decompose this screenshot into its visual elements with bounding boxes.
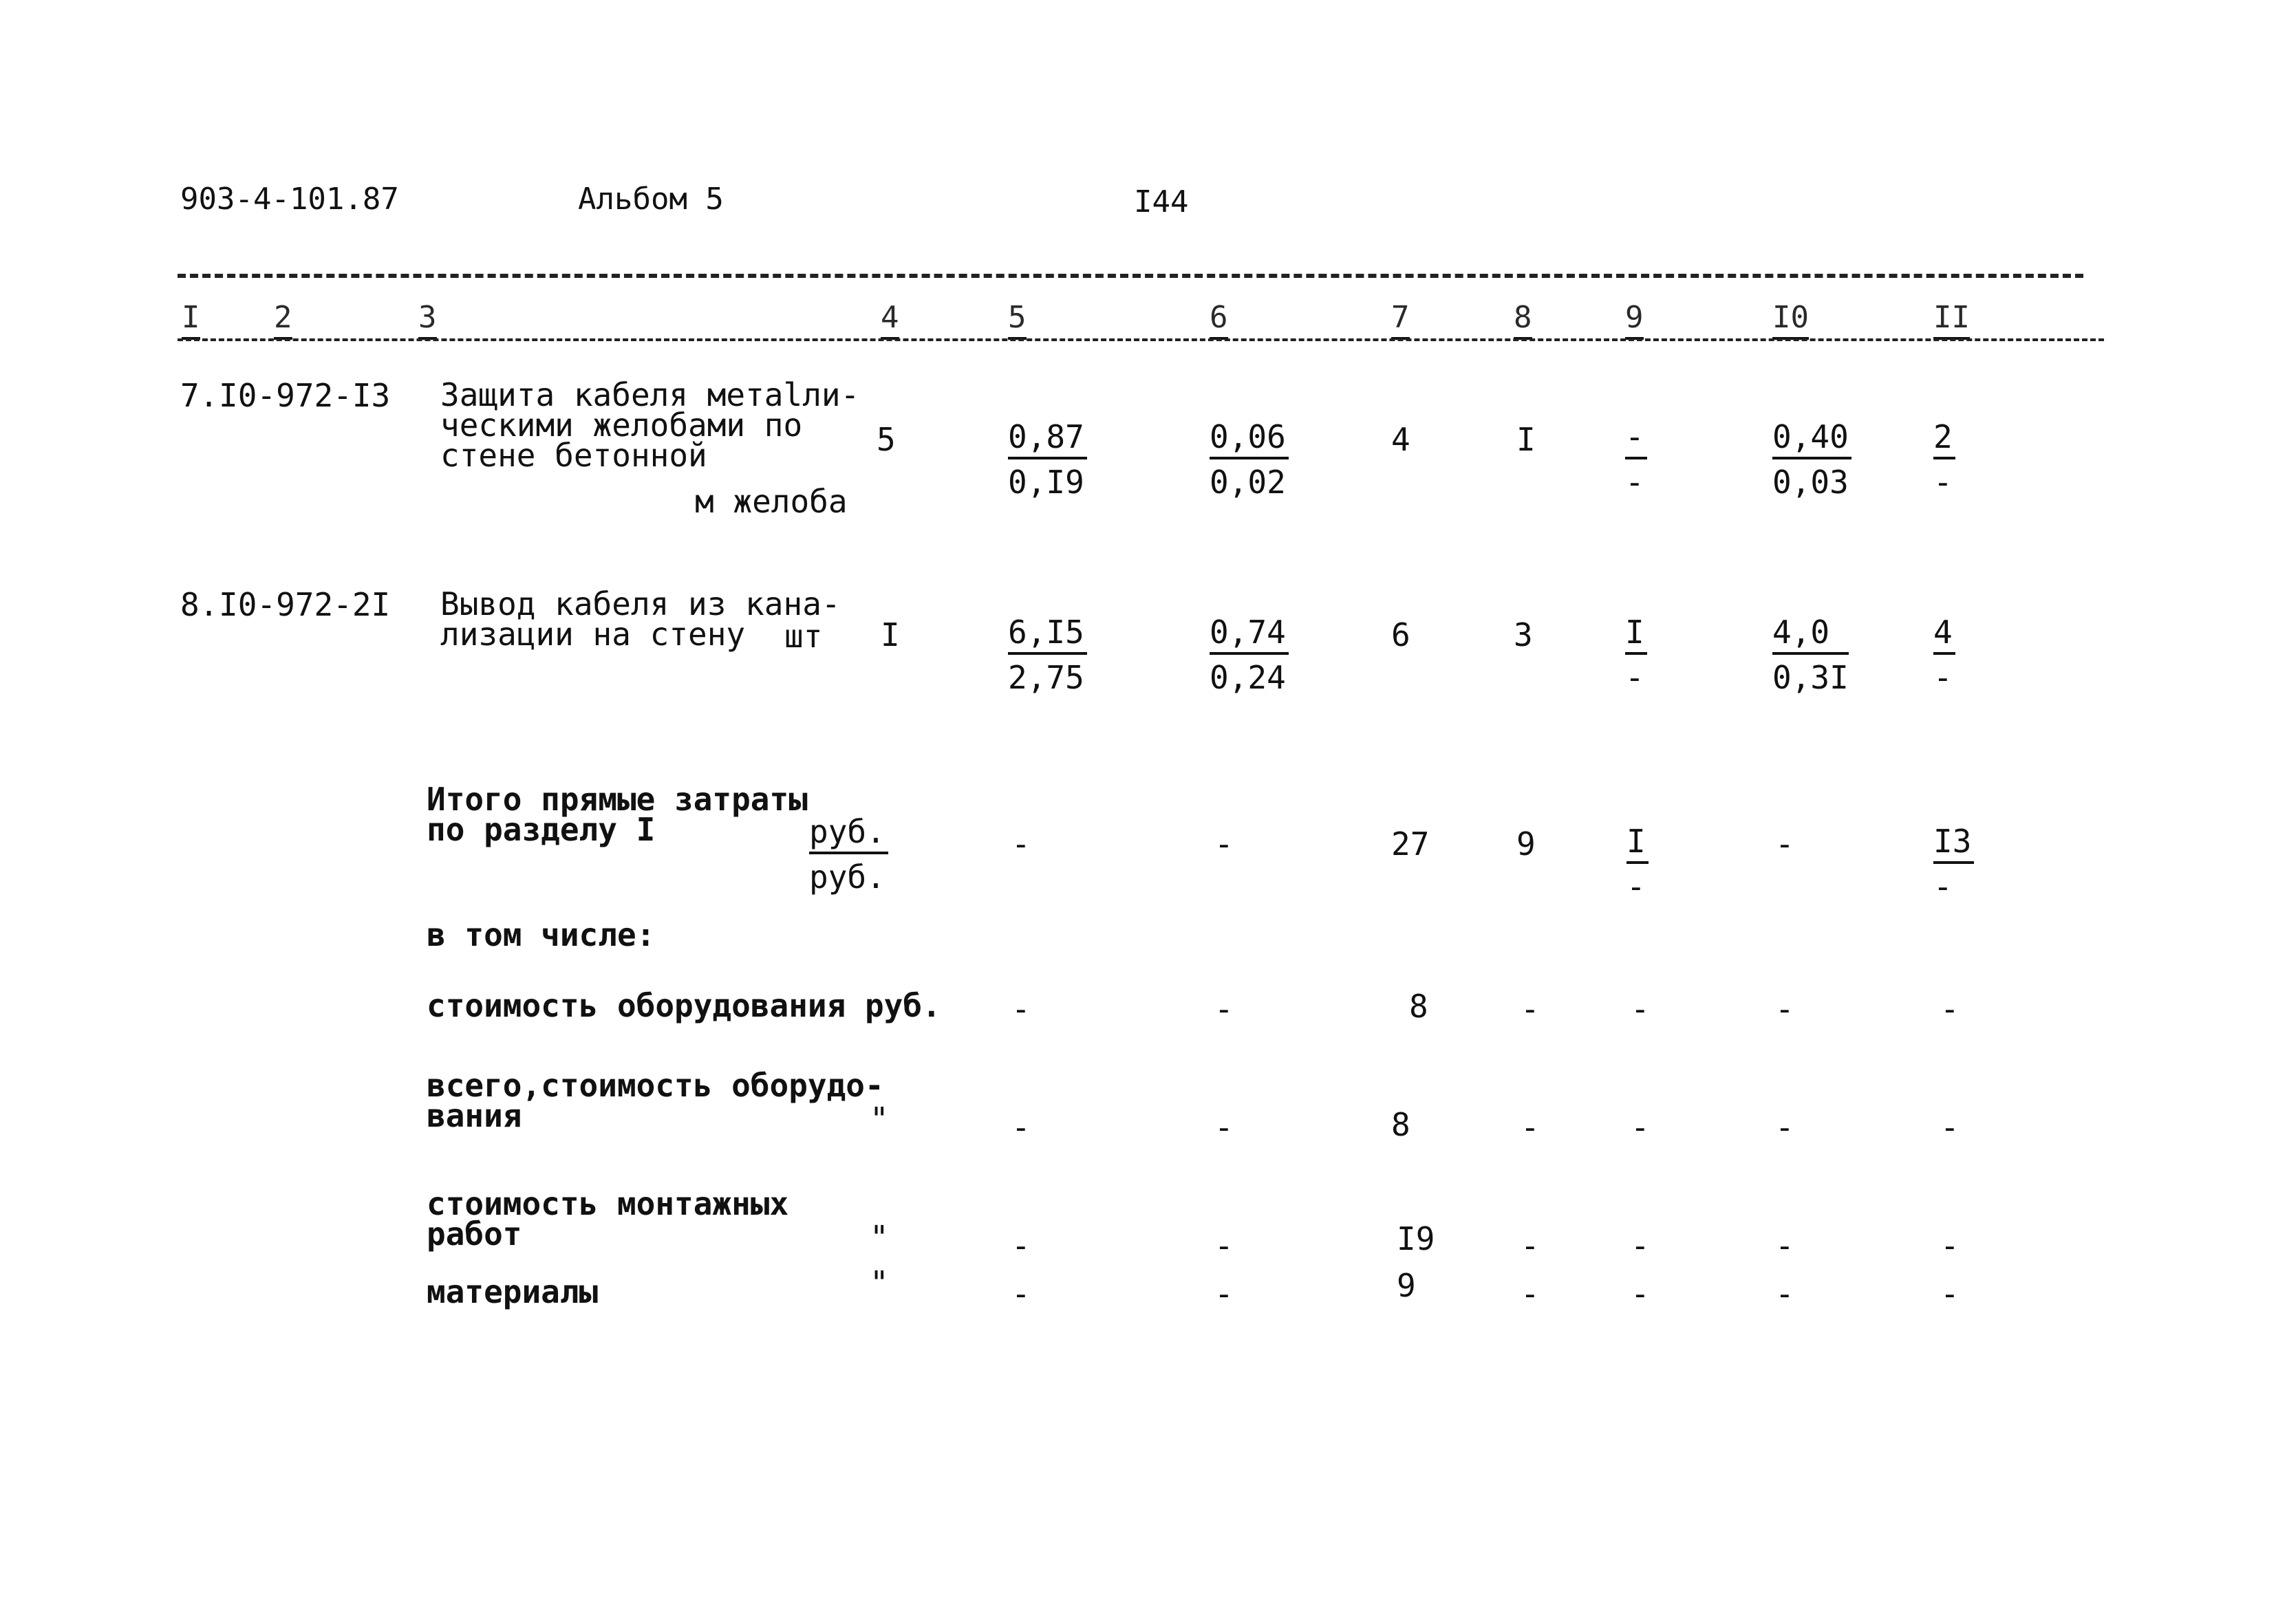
cell-col8: I (1516, 421, 1536, 458)
row-unit: м желоба (695, 483, 848, 520)
row-quantity: 5 (877, 421, 896, 458)
sub-row-label: стоимость монтажных работ (427, 1185, 789, 1253)
cell-col5 (1008, 614, 1087, 696)
totals-unit (809, 813, 888, 896)
sub-row-col10: - (1775, 1109, 1794, 1146)
column-header-1: I (182, 303, 200, 340)
cell-col8: 3 (1514, 616, 1533, 653)
sub-row-col7: 8 (1391, 1106, 1410, 1143)
totals-col6: - (1214, 825, 1234, 863)
column-header-4: 4 (881, 303, 899, 340)
sub-row-col9: - (1631, 1227, 1650, 1264)
column-header-dashed-rule (178, 338, 2104, 341)
sub-row-col8: - (1521, 990, 1540, 1028)
cell-col6 (1210, 418, 1289, 501)
cell-col5 (1008, 418, 1087, 501)
row-unit: шт (784, 618, 823, 655)
cell-col6-bottom: 0,24 (1210, 659, 1286, 696)
cell-col5-bottom: 0,I9 (1008, 464, 1084, 501)
sub-row-col8: - (1521, 1227, 1540, 1264)
cell-col11-top: 2 (1933, 421, 1955, 459)
sub-row-unit: " (870, 1264, 889, 1301)
sub-row-col9: - (1631, 1109, 1650, 1146)
cell-col6 (1210, 614, 1289, 696)
sub-row-col10: - (1775, 1275, 1794, 1312)
cell-col9 (1625, 418, 1647, 501)
column-header-11: II (1933, 303, 1970, 340)
album-label: Альбом 5 (578, 182, 724, 217)
row-description: Вывод кабеля из кана- лизации на стену (440, 585, 841, 653)
cell-col5-top: 0,87 (1008, 421, 1087, 459)
cell-col9-top: I (1625, 616, 1647, 655)
cell-col11 (1933, 418, 1955, 501)
sub-row-col7: 8 (1409, 988, 1428, 1025)
column-header-5: 5 (1008, 303, 1027, 340)
cell-col9-bottom: - (1625, 659, 1644, 696)
sub-row-col10: - (1775, 1227, 1794, 1264)
cell-col10 (1772, 614, 1849, 696)
sub-row-col5: - (1011, 1227, 1031, 1264)
sub-row-col11: - (1940, 1227, 1960, 1264)
document-code: 903-4-101.87 (180, 182, 399, 217)
sub-row-col8: - (1521, 1275, 1540, 1312)
column-header-3: 3 (418, 303, 437, 340)
column-header-7: 7 (1391, 303, 1410, 340)
header-dashed-rule (178, 274, 2083, 278)
cell-col11-bottom: - (1933, 659, 1953, 696)
totals-col7: 27 (1391, 825, 1430, 863)
sub-row-col6: - (1214, 1109, 1234, 1146)
totals-col9 (1627, 823, 1649, 905)
cell-col9-bottom: - (1625, 464, 1644, 501)
totals-col11 (1933, 823, 1974, 905)
column-header-2: 2 (274, 303, 292, 340)
sub-row-col6: - (1214, 1227, 1234, 1264)
cell-col7: 4 (1391, 421, 1410, 458)
cell-col9 (1625, 614, 1647, 696)
sub-row-col11: - (1940, 1109, 1960, 1146)
sub-row-col5: - (1011, 990, 1031, 1028)
sub-row-unit: " (870, 1101, 889, 1138)
sub-row-col5: - (1011, 1275, 1031, 1312)
sub-row-col10: - (1775, 990, 1794, 1028)
totals-unit-bottom: руб. (809, 858, 885, 896)
totals-col5: - (1011, 825, 1031, 863)
totals-col9-bottom: - (1627, 868, 1646, 905)
sub-row-col8: - (1521, 1109, 1540, 1146)
cell-col10 (1772, 418, 1851, 501)
cell-col5-bottom: 2,75 (1008, 659, 1084, 696)
sub-row-col7: 9 (1397, 1267, 1416, 1304)
sub-row-unit: " (870, 1219, 889, 1256)
sub-row-label: всего,стоимость оборудо- вания (427, 1067, 884, 1134)
totals-col11-top: I3 (1933, 825, 1974, 864)
totals-col9-top: I (1627, 825, 1649, 864)
cell-col11-top: 4 (1933, 616, 1955, 655)
totals-label: Итого прямые затраты по разделу I (427, 781, 808, 848)
cell-col9-top: - (1625, 421, 1647, 459)
sub-row-label: стоимость оборудования руб. (427, 987, 941, 1024)
sub-row-col9: - (1631, 1275, 1650, 1312)
cell-col10-bottom: 0,3I (1772, 659, 1849, 696)
sub-row-col11: - (1940, 1275, 1960, 1312)
column-header-10: I0 (1772, 303, 1809, 340)
including-label: в том числе: (427, 916, 656, 953)
row-number: 7. (180, 377, 219, 414)
cell-col11 (1933, 614, 1955, 696)
cell-col6-top: 0,06 (1210, 421, 1289, 459)
sub-row-col6: - (1214, 1275, 1234, 1312)
row-description: Защита кабеля метalли- ческими желобами по стене бетонной (440, 376, 860, 474)
sub-row-col7: I9 (1397, 1220, 1435, 1257)
rate-code: I0-972-I3 (219, 377, 391, 414)
totals-col10: - (1775, 825, 1794, 863)
cell-col6-top: 0,74 (1210, 616, 1289, 655)
sub-row-label: материалы (427, 1273, 599, 1310)
cell-col7: 6 (1391, 616, 1410, 653)
column-header-8: 8 (1514, 303, 1532, 340)
column-header-9: 9 (1625, 303, 1644, 340)
sub-row-col5: - (1011, 1109, 1031, 1146)
cell-col11-bottom: - (1933, 464, 1953, 501)
sub-row-col6: - (1214, 990, 1234, 1028)
totals-unit-top: руб. (809, 816, 888, 854)
rate-code: I0-972-2I (219, 586, 391, 623)
column-header-6: 6 (1210, 303, 1228, 340)
cell-col10-top: 4,0 (1772, 616, 1849, 655)
totals-col8: 9 (1516, 825, 1536, 863)
cell-col10-bottom: 0,03 (1772, 464, 1849, 501)
totals-col11-bottom: - (1933, 868, 1953, 905)
cell-col5-top: 6,I5 (1008, 616, 1087, 655)
page-number: I44 (1134, 184, 1189, 219)
row-number: 8. (180, 586, 219, 623)
sub-row-col11: - (1940, 990, 1960, 1028)
cell-col10-top: 0,40 (1772, 421, 1851, 459)
row-quantity: I (881, 616, 900, 653)
sub-row-col9: - (1631, 990, 1650, 1028)
cell-col6-bottom: 0,02 (1210, 464, 1286, 501)
